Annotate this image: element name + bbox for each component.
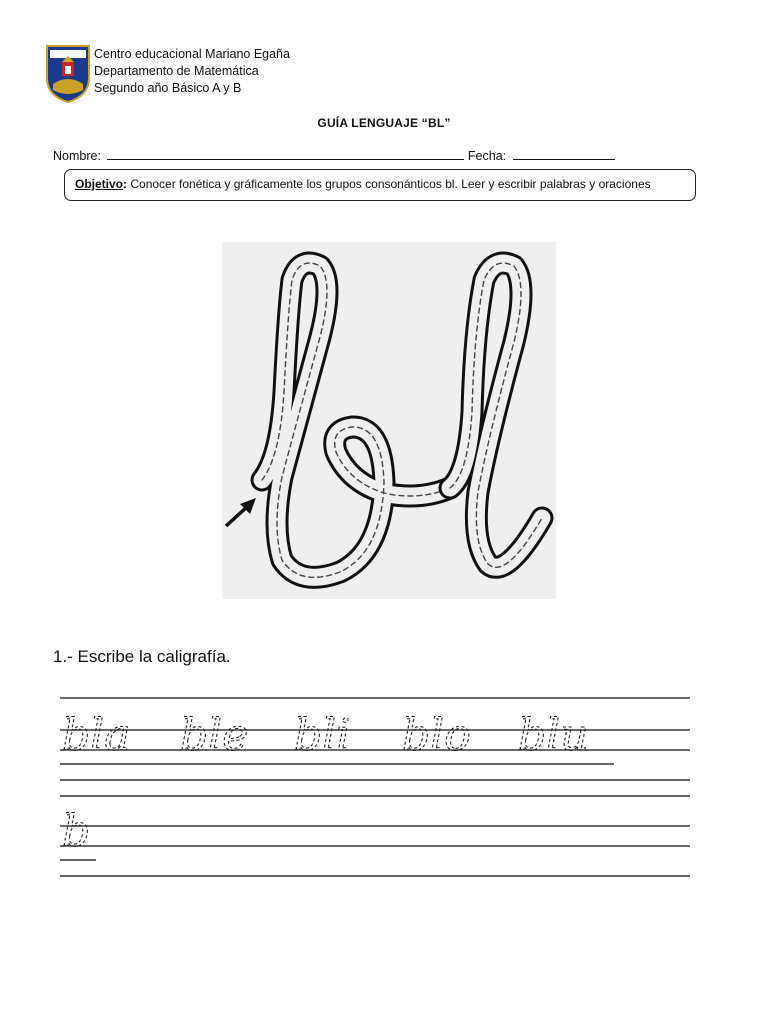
grade-label: Segundo año Básico A y B bbox=[94, 81, 242, 95]
date-label: Fecha: bbox=[467, 149, 507, 163]
school-info bbox=[94, 46, 290, 97]
school-crest bbox=[45, 44, 91, 104]
page-title: GUÍA LENGUAJE “BL” bbox=[317, 116, 451, 130]
letter-b: b bbox=[62, 806, 91, 857]
student-fields bbox=[53, 149, 615, 163]
school-crest-icon bbox=[45, 44, 91, 104]
name-field[interactable] bbox=[107, 149, 464, 160]
objective-text: Conocer fonética y gráficamente los grupos consonánticos bl. Leer y escribir palabras y oraciones bbox=[127, 177, 651, 191]
syllable-blu: blu bbox=[518, 710, 589, 761]
bl-tracing-letters bbox=[222, 242, 556, 599]
school-name: Centro educacional Mariano Egaña bbox=[94, 47, 290, 61]
syllable-bli: bli bbox=[294, 710, 351, 761]
name-label: Nombre: bbox=[53, 149, 101, 163]
syllable-blo: blo bbox=[402, 710, 471, 761]
syllable-bla: bla bbox=[62, 710, 131, 761]
tracing-illustration bbox=[222, 242, 556, 599]
objective-label: Objetivo bbox=[75, 177, 124, 191]
department-name: Departamento de Matemática bbox=[94, 64, 259, 78]
objective-colon: : bbox=[123, 177, 128, 191]
exercise-heading: 1.- Escribe la caligrafía. bbox=[53, 647, 231, 666]
objective-box bbox=[64, 169, 696, 201]
syllable-ble: ble bbox=[180, 710, 249, 761]
arrow-start-icon bbox=[222, 494, 258, 530]
date-field[interactable] bbox=[513, 149, 615, 160]
